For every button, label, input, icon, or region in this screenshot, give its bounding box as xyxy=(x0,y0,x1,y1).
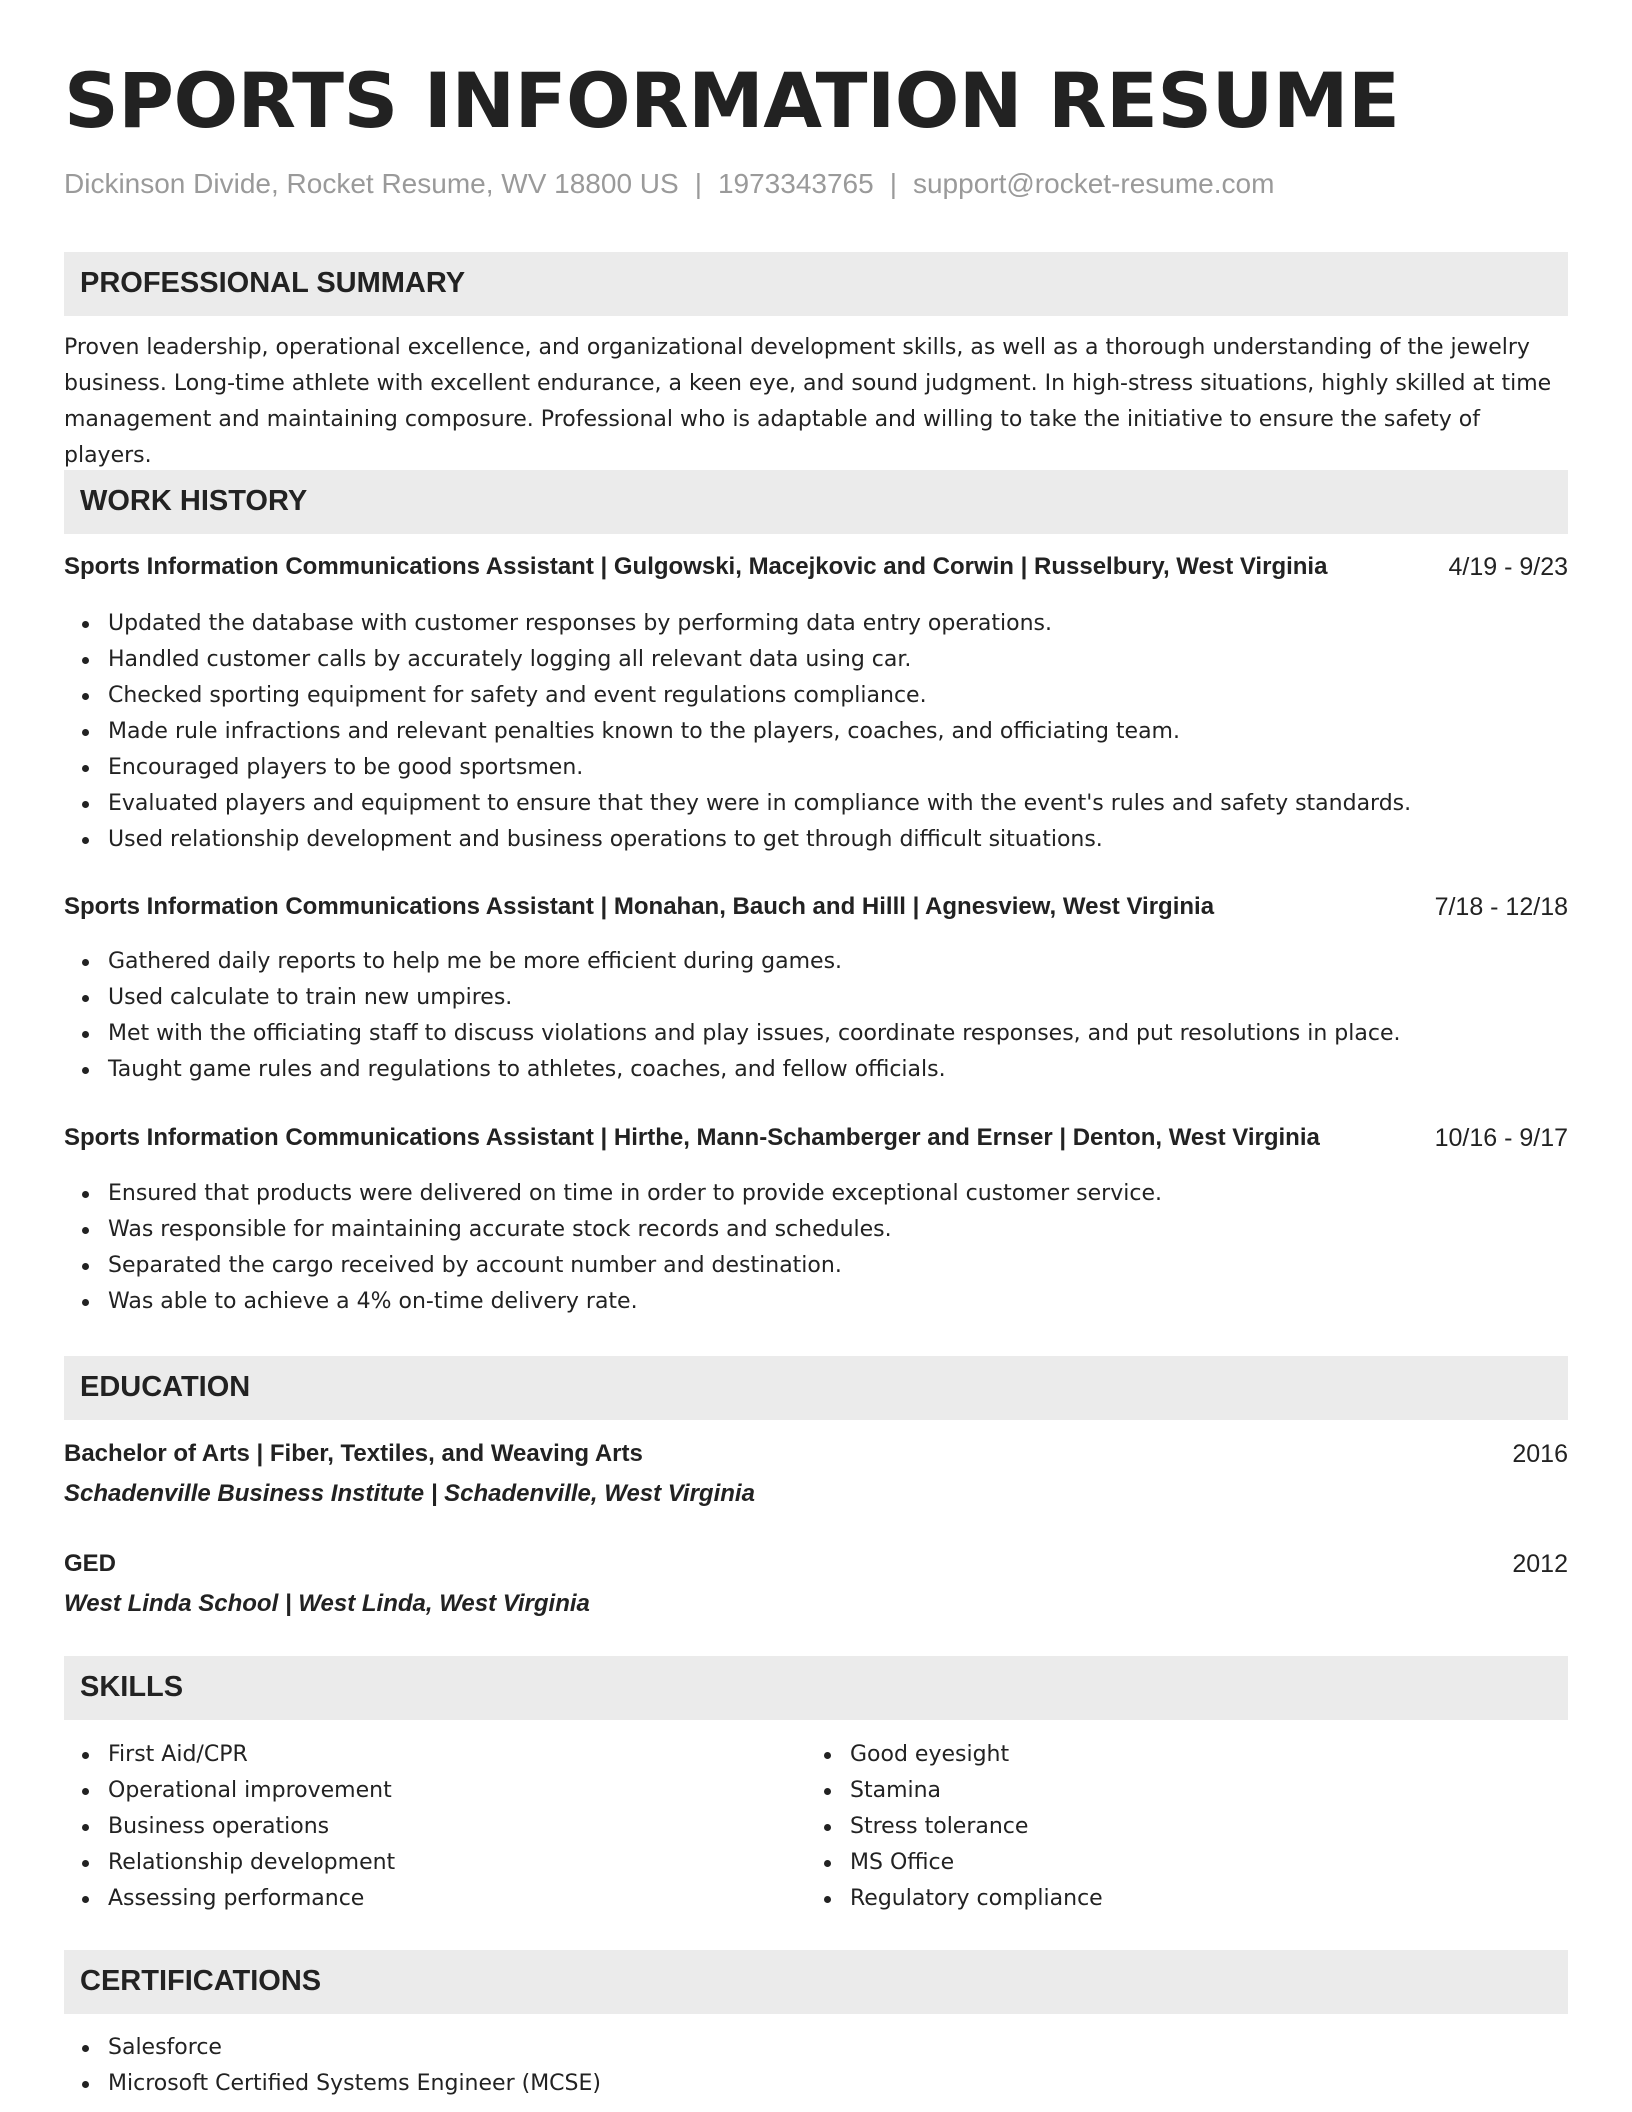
contact-separator: | xyxy=(889,168,897,199)
section-header-certifications xyxy=(64,1950,1568,2014)
list-item: Handled customer calls by accurately logging all relevant data using car. xyxy=(64,642,1411,678)
list-item: Was able to achieve a 4% on-time delivery rate. xyxy=(64,1284,1162,1320)
contact-address: Dickinson Divide, Rocket Resume, WV 18800 US xyxy=(64,168,679,199)
section-heading: WORK HISTORY xyxy=(80,485,308,517)
list-item: Ensured that products were delivered on time in order to provide exceptional customer service. xyxy=(64,1176,1162,1212)
job-bullets xyxy=(64,606,1411,858)
list-item: Microsoft Certified Systems Engineer (MCSE) xyxy=(64,2066,601,2102)
list-item: Taught game rules and regulations to athletes, coaches, and fellow officials. xyxy=(64,1052,1400,1088)
contact-phone: 1973343765 xyxy=(717,168,874,199)
list-item: Checked sporting equipment for safety and event regulations compliance. xyxy=(64,678,1411,714)
list-item: Was responsible for maintaining accurate stock records and schedules. xyxy=(64,1212,1162,1248)
list-item: Made rule infractions and relevant penalties known to the players, coaches, and officiating team. xyxy=(64,714,1411,750)
education-school: West Linda School | West Linda, West Virginia xyxy=(64,1590,590,1617)
list-item: Business operations xyxy=(64,1809,395,1845)
list-item: Used relationship development and business operations to get through difficult situations. xyxy=(64,822,1411,858)
list-item: First Aid/CPR xyxy=(64,1737,395,1773)
skills-list-left xyxy=(64,1737,395,1917)
contact-separator: | xyxy=(694,168,702,199)
education-degree: GED xyxy=(64,1550,117,1577)
job-dates: 4/19 - 9/23 xyxy=(1448,553,1568,581)
list-item: Encouraged players to be good sportsmen. xyxy=(64,750,1411,786)
list-item: Operational improvement xyxy=(64,1773,395,1809)
list-item: Stamina xyxy=(806,1773,1103,1809)
education-year: 2016 xyxy=(1512,1440,1568,1468)
contact-line xyxy=(64,168,1274,200)
list-item: Separated the cargo received by account number and destination. xyxy=(64,1248,1162,1284)
job-title: Sports Information Communications Assistant | Hirthe, Mann-Schamberger and Ernser | Denton, West Virginia xyxy=(64,1124,1320,1151)
certifications-list xyxy=(64,2030,601,2102)
section-heading: SKILLS xyxy=(80,1671,184,1703)
job-title: Sports Information Communications Assistant | Monahan, Bauch and Hilll | Agnesview, West Virginia xyxy=(64,893,1215,920)
list-item: Assessing performance xyxy=(64,1881,395,1917)
job-bullets xyxy=(64,1176,1162,1320)
section-header-work xyxy=(64,470,1568,534)
job-dates: 10/16 - 9/17 xyxy=(1434,1124,1568,1152)
list-item: Met with the officiating staff to discuss violations and play issues, coordinate responses, and put resolutions in place. xyxy=(64,1016,1400,1052)
section-heading: EDUCATION xyxy=(80,1371,251,1403)
summary-text xyxy=(64,330,1568,474)
education-year: 2012 xyxy=(1512,1550,1568,1578)
section-heading: PROFESSIONAL SUMMARY xyxy=(80,267,466,299)
education-school: Schadenville Business Institute | Schadenville, West Virginia xyxy=(64,1480,755,1507)
list-item: MS Office xyxy=(806,1845,1103,1881)
list-item: Good eyesight xyxy=(806,1737,1103,1773)
list-item: Regulatory compliance xyxy=(806,1881,1103,1917)
list-item: Used calculate to train new umpires. xyxy=(64,980,1400,1016)
summary-line: management and maintaining composure. Professional who is adaptable and willing to take the initiative to ensure the safety of players. xyxy=(64,407,1480,468)
job-title: Sports Information Communications Assistant | Gulgowski, Macejkovic and Corwin | Russelbury, West Virginia xyxy=(64,553,1328,580)
list-item: Stress tolerance xyxy=(806,1809,1103,1845)
list-item: Updated the database with customer responses by performing data entry operations. xyxy=(64,606,1411,642)
list-item: Gathered daily reports to help me be more efficient during games. xyxy=(64,944,1400,980)
summary-line: business. Long-time athlete with excellent endurance, a keen eye, and sound judgment. In high-stress situations, highly skilled at time xyxy=(64,371,1552,396)
section-heading: CERTIFICATIONS xyxy=(80,1965,322,1997)
job-dates: 7/18 - 12/18 xyxy=(1434,893,1568,921)
list-item: Relationship development xyxy=(64,1845,395,1881)
education-degree: Bachelor of Arts | Fiber, Textiles, and Weaving Arts xyxy=(64,1440,643,1467)
contact-email: support@rocket-resume.com xyxy=(912,168,1275,199)
list-item: Salesforce xyxy=(64,2030,601,2066)
section-header-summary xyxy=(64,252,1568,316)
section-header-education xyxy=(64,1356,1568,1420)
skills-list-right xyxy=(806,1737,1103,1917)
section-header-skills xyxy=(64,1656,1568,1720)
summary-line: Proven leadership, operational excellence, and organizational development skills, as well as a thorough understanding of the jewelry xyxy=(64,335,1530,360)
job-bullets xyxy=(64,944,1400,1088)
list-item: Evaluated players and equipment to ensure that they were in compliance with the event's rules and safety standards. xyxy=(64,786,1411,822)
resume-title: SPORTS INFORMATION RESUME xyxy=(64,56,1400,145)
